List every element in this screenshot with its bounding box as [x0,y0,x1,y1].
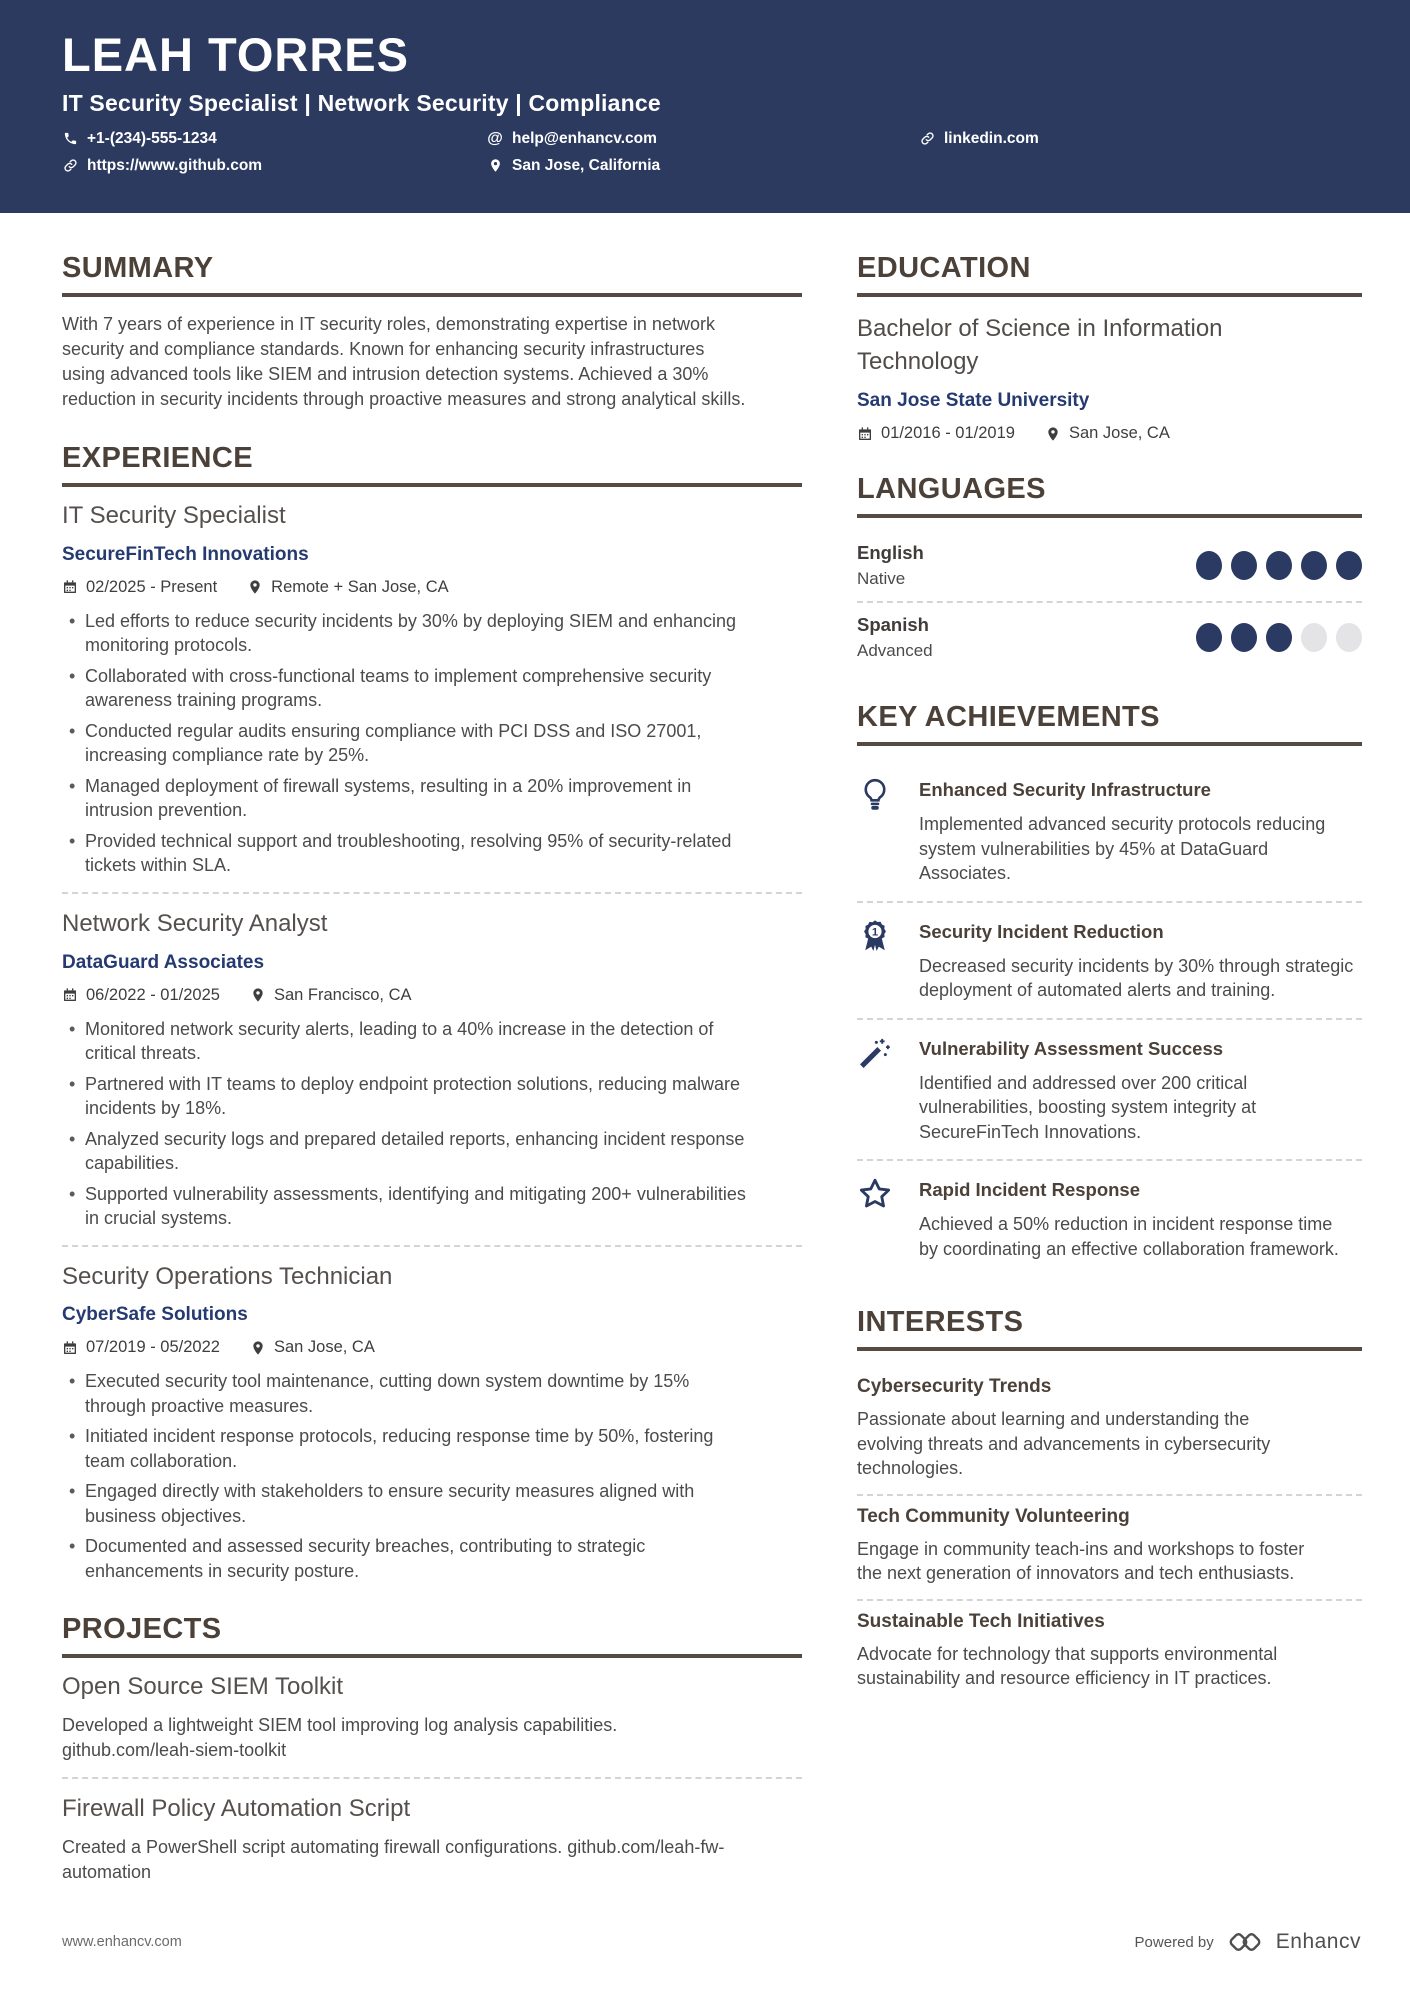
proficiency-dot-filled [1266,551,1292,580]
location-icon [250,987,266,1003]
interest-text: Engage in community teach-ins and workshops to foster the next generation of innovators and tech enthusiasts. [857,1538,1305,1584]
languages-heading: LANGUAGES [857,473,1362,518]
interest-entry [857,1496,1362,1601]
divider [62,1777,802,1779]
interests-section [857,1306,1362,1704]
job-bullet: • Provided technical support and troubleshooting, resolving 95% of security-related tickets within SLA. [62,829,752,878]
divider [62,892,802,894]
project-description[interactable]: Developed a lightweight SIEM tool improving log analysis capabilities. github.com/leah-siem-toolkit [62,1715,618,1761]
contact-list [62,130,1362,175]
proficiency-dot-filled [1266,623,1292,652]
company-name: DataGuard Associates [62,951,265,973]
job-bullet: • Documented and assessed security breaches, contributing to strategic enhancements in security posture. [62,1534,752,1583]
job-bullet: • Managed deployment of firewall systems, resulting in a 20% improvement in intrusion prevention. [62,774,752,823]
job-meta [62,1338,802,1357]
job-bullet: • Led efforts to reduce security incidents by 30% by deploying SIEM and enhancing monitoring protocols. [62,609,752,658]
job-bullet: • Initiated incident response protocols, reducing response time by 50%, fostering team collaboration. [62,1424,752,1473]
proficiency-dot-filled [1231,551,1257,580]
lightbulb-icon [857,774,919,886]
language-level: Native [857,569,906,588]
job-title: IT Security Specialist [62,502,286,529]
achievement-entry [857,1020,1362,1162]
divider [62,1245,802,1247]
contact-phone [62,130,487,148]
contact-location [487,157,919,175]
experience-heading: EXPERIENCE [62,442,802,487]
person-name: LEAH TORRES [62,28,409,81]
job-bullet-list [62,609,752,878]
location-icon [250,1340,266,1356]
job-bullet: • Executed security tool maintenance, cutting down system downtime by 15% through proactive measures. [62,1369,752,1418]
job-meta [62,578,802,597]
proficiency-dot-filled [1231,623,1257,652]
language-level: Advanced [857,641,933,660]
contact-phone-text: +1-(234)-555-1234 [87,129,217,147]
right-column [857,252,1362,1885]
project-entry [62,1673,802,1763]
proficiency-dot-filled [1196,551,1222,580]
achievement-entry [857,903,1362,1020]
left-column [62,252,802,1885]
link-icon [62,158,78,174]
job-location: San Francisco, CA [250,986,412,1005]
job-bullet: • Supported vulnerability assessments, identifying and mitigating 200+ vulnerabilities in crucial systems. [62,1182,752,1231]
proficiency-dot-empty [1336,623,1362,652]
link-icon [919,131,935,147]
contact-linkedin[interactable] [919,130,1362,148]
person-headline: IT Security Specialist | Network Security | Compliance [62,89,661,116]
education-meta [857,424,1362,443]
phone-icon [62,131,78,147]
job-dates: 06/2022 - 01/2025 [62,986,220,1005]
contact-email[interactable] [487,130,919,148]
achievement-text: Achieved a 50% reduction in incident response time by coordinating an effective collaboration framework. [919,1214,1339,1259]
location-icon [247,579,263,595]
interest-text: Advocate for technology that supports environmental sustainability and resource efficiency in IT practices. [857,1643,1278,1689]
project-title: Open Source SIEM Toolkit [62,1673,344,1701]
header [0,0,1410,213]
language-name: Spanish [857,614,929,635]
job-dates: 07/2019 - 05/2022 [62,1338,220,1357]
language-row [857,605,1362,671]
school-name: San Jose State University [857,390,1090,411]
project-title: Firewall Policy Automation Script [62,1795,411,1823]
content [0,213,1410,1885]
achievement-entry [857,761,1362,903]
achievement-title: Vulnerability Assessment Success [919,1037,1224,1059]
project-entry [62,1795,802,1885]
achievement-title: Enhanced Security Infrastructure [919,779,1211,800]
proficiency-dot-filled [1196,623,1222,652]
language-row [857,533,1362,599]
interest-title: Sustainable Tech Initiatives [857,1610,1105,1632]
job-title: Network Security Analyst [62,909,328,937]
job-dates: 02/2025 - Present [62,578,217,597]
enhancv-brand-text[interactable]: Enhancv [1275,1930,1361,1953]
achievement-text: Implemented advanced security protocols reducing system vulnerabilities by 45% at DataGuard Associates. [919,814,1326,884]
language-name: English [857,542,924,563]
job-meta [62,986,802,1005]
summary-section [62,252,802,412]
proficiency-dot-empty [1301,623,1327,652]
experience-entry [62,502,802,878]
job-bullet-list [62,1369,752,1583]
education-section [857,252,1362,443]
projects-heading: PROJECTS [62,1613,802,1658]
achievement-title: Rapid Incident Response [919,1179,1141,1201]
language-proficiency-dots [1196,623,1362,652]
summary-heading: SUMMARY [62,252,802,297]
proficiency-dot-filled [1301,551,1327,580]
calendar-icon [62,987,78,1003]
location-icon [487,158,503,174]
job-bullet: • Conducted regular audits ensuring compliance with PCI DSS and ISO 27001, increasing compliance rate by 25%. [62,719,752,768]
job-bullet: • Engaged directly with stakeholders to ensure security measures aligned with business objectives. [62,1479,752,1528]
projects-section [62,1613,802,1885]
achievement-entry [857,1161,1362,1276]
job-location: San Jose, CA [250,1338,375,1357]
calendar-icon [62,579,78,595]
medal-icon [857,916,919,1003]
contact-linkedin-text: linkedin.com [944,129,1039,147]
interests-heading: INTERESTS [857,1306,1362,1351]
achievement-title: Security Incident Reduction [919,920,1164,942]
footer-branding [1135,1929,1361,1955]
summary-text: With 7 years of experience in IT security roles, demonstrating expertise in network security and compliance standards. Known for enhancing security infrastructures using advanced tools like SIEM and intrusion detection systems. Achieved a 30% reduction in security incidents through proactive measures and strong analytical skills. [62,314,746,409]
interest-entry [857,1366,1362,1496]
svg-text:1: 1 [871,925,879,938]
achievement-text: Identified and addressed over 200 critical vulnerabilities, boosting system integrity at SecureFinTech Innovations. [919,1072,1257,1142]
job-bullet: • Analyzed security logs and prepared detailed reports, enhancing incident response capabilities. [62,1127,752,1176]
achievements-section [857,701,1362,1276]
wand-icon [857,1033,919,1145]
location-icon [1045,426,1061,442]
experience-entry [62,910,802,1231]
interest-title: Cybersecurity Trends [857,1376,1052,1398]
at-icon: @ [487,129,503,147]
language-proficiency-dots [1196,551,1362,580]
proficiency-dot-filled [1336,551,1362,580]
experience-section [62,442,802,1583]
star-icon [857,1174,919,1261]
contact-email-text: help@enhancv.com [512,129,657,147]
job-location: Remote + San Jose, CA [247,578,448,597]
job-bullet: • Monitored network security alerts, leading to a 40% increase in the detection of critical threats. [62,1017,752,1066]
job-bullet: • Collaborated with cross-functional teams to implement comprehensive security awareness training programs. [62,664,752,713]
achievements-heading: KEY ACHIEVEMENTS [857,701,1362,746]
contact-github[interactable] [62,157,487,175]
calendar-icon [857,426,873,442]
enhancv-logo-icon [1225,1929,1265,1955]
languages-section [857,473,1362,671]
project-description[interactable]: Created a PowerShell script automating firewall configurations. github.com/leah-fw-automation [62,1837,725,1883]
company-name: CyberSafe Solutions [62,1304,248,1326]
achievement-text: Decreased security incidents by 30% through strategic deployment of automated alerts and training. [919,955,1354,1001]
experience-entry [62,1263,802,1584]
interest-entry [857,1601,1362,1704]
contact-github-text: https://www.github.com [87,156,263,174]
degree-title: Bachelor of Science in Information Technology [857,315,1223,375]
job-title: Security Operations Technician [62,1262,393,1290]
education-heading: EDUCATION [857,252,1362,297]
footer-site-link[interactable]: www.enhancv.com [62,1934,182,1950]
company-name: SecureFinTech Innovations [62,543,309,565]
job-bullet-list [62,1017,752,1231]
footer [62,1929,1361,1955]
education-dates: 01/2016 - 01/2019 [857,424,1015,443]
job-bullet: • Partnered with IT teams to deploy endpoint protection solutions, reducing malware incidents by 18%. [62,1072,752,1121]
divider [857,601,1362,603]
interest-title: Tech Community Volunteering [857,1505,1130,1527]
contact-location-text: San Jose, California [512,156,661,174]
calendar-icon [62,1340,78,1356]
powered-by-label: Powered by [1134,1933,1214,1951]
education-location: San Jose, CA [1045,424,1170,443]
interest-text: Passionate about learning and understanding the evolving threats and advancements in cybersecurity technologies. [857,1409,1271,1479]
